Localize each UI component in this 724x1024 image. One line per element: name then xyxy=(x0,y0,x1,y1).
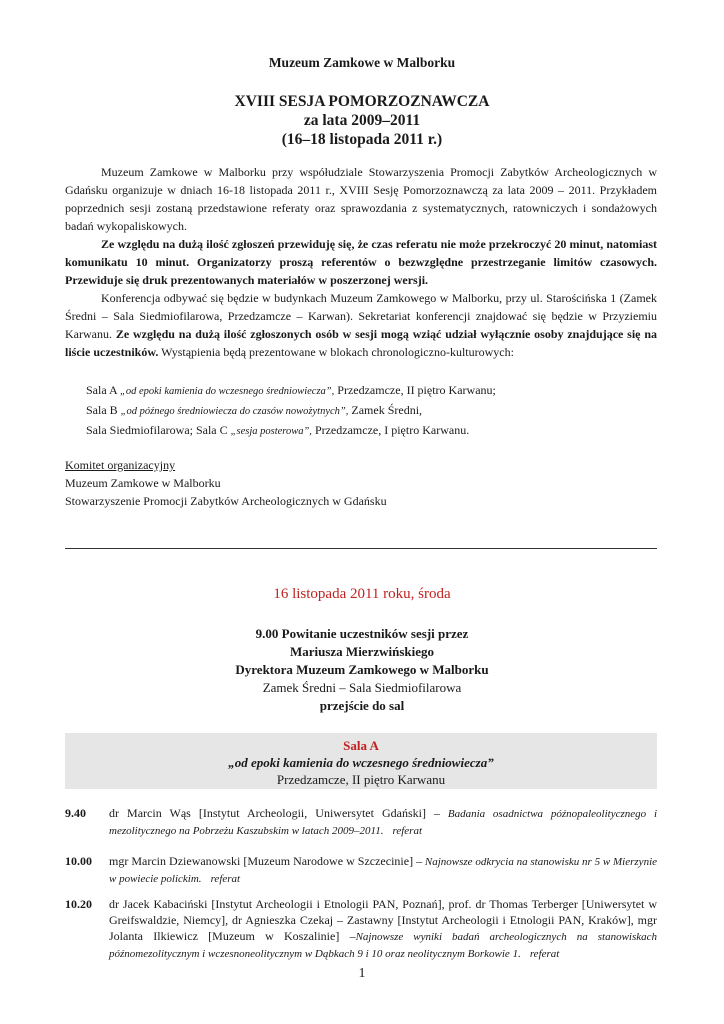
room-prefix: Sala B xyxy=(86,403,121,417)
title-line-2: za lata 2009–2011 xyxy=(303,112,421,129)
opening-line: Mariusza Mierzwińskiego xyxy=(289,644,435,659)
entry-type: referat xyxy=(392,825,423,837)
opening-block xyxy=(0,625,724,715)
room-item xyxy=(86,421,496,441)
intro-paragraph-2: Ze względu na dużą ilość zgłoszeń przewiduję się, że czas referatu nie może przekroczyć 20 minut, natomiast komunikatu 10 minut. Organizatorzy proszą referentów o bezwzględne przestrzeganie limitów czasowych. Przewiduje się druk prezentowanych materiałów w poszerzonej wersji. xyxy=(65,237,657,287)
entry-title: Badania osadnictwa późnopaleolitycznego i mezolitycznego na Pobrzeżu Kaszubskim w latach 2009–2011. xyxy=(109,808,657,837)
entry-authors: dr Jacek Kabaciński [Instytut Archeologii i Etnologii PAN, Poznań], prof. dr Thomas Terberger [Uniwersytet w Greifswaldzie, Niemcy], dr Agnieszka Czekaj – Zastawny [Instytut Archeologii i Etnologii PAN, Kraków], mgr Jolanta Ilkiewicz [Muzeum w Koszalinie] – xyxy=(109,897,657,943)
opening-transition: przejście do sal xyxy=(319,698,405,713)
opening-line: Dyrektora Muzeum Zamkowego w Malborku xyxy=(235,662,489,677)
p3-part-a: Konferencja odbywać się będzie w budynkach Muzeum Zamkowego w Malborku, przy ul. Starościńska 1 (Zamek Średni – Sala Siedmiofilarowa, Przedzamcze – Karwan). Sekretariat konferencji znajdować się będzie w Przyziemiu Karwanu. xyxy=(65,291,657,341)
p3-part-b: Ze względu na dużą ilość zgłoszonych osób w sesji mogą wziąć udział wyłącznie osoby znajdujące się na liście uczestników. xyxy=(65,327,657,359)
opening-venue: Zamek Średni – Sala Siedmiofilarowa xyxy=(262,680,462,695)
room-theme: „sesja posterowa”, xyxy=(230,426,312,437)
title-line-3: (16–18 listopada 2011 r.) xyxy=(281,131,443,148)
intro-paragraph-1: Muzeum Zamkowe w Malborku przy współudziale Stowarzyszenia Promocji Zabytków Archeologicznych w Gdańsku organizuje w dniach 16-18 listopada 2011 r., XVIII Sesję Pomorzoznawczą za lata 2009 – 2011. Przykładem poprzednich sesji zostaną przedstawione referaty oraz sprawozdania z systematycznych, ratowniczych i sondażowych badań wykopaliskowych. xyxy=(65,165,657,233)
room-theme: „od późnego średniowiecza do czasów nowożytnych”, xyxy=(120,406,349,417)
entry-title: Najnowsze wyniki badań archeologicznych na stanowiskach późnomezolitycznym i wczesnoneolitycznym w Dąbkach 9 i 10 oraz neolitycznym Borkowie 1. xyxy=(109,931,658,960)
sala-a-header xyxy=(65,733,657,789)
day-date: 16 listopada 2011 roku, środa xyxy=(273,586,451,602)
room-place: Przedzamcze, II piętro Karwanu; xyxy=(334,383,496,397)
room-prefix: Sala Siedmiofilarowa; Sala C xyxy=(86,423,231,437)
room-prefix: Sala A xyxy=(86,383,121,397)
institution-header: Muzeum Zamkowe w Malborku xyxy=(268,55,456,70)
opening-line: 9.00 Powitanie uczestników sesji przez xyxy=(255,626,469,641)
room-item xyxy=(86,381,496,401)
page-number: 1 xyxy=(358,966,366,981)
entry-authors: mgr Marcin Dziewanowski [Muzeum Narodowe w Szczecinie] – xyxy=(109,854,423,868)
intro-paragraph-3 xyxy=(65,289,657,361)
sala-theme: „od epoki kamienia do wczesnego średniowiecza” xyxy=(228,755,494,770)
title-line-1: XVIII SESJA POMORZOZNAWCZA xyxy=(234,93,490,110)
section-divider xyxy=(65,548,657,549)
entry-time: 10.20 xyxy=(65,897,92,911)
entry-time: 9.40 xyxy=(65,806,86,820)
sala-name: Sala A xyxy=(343,738,379,753)
entry-text xyxy=(109,853,657,887)
intro-text xyxy=(65,163,657,361)
program-entry xyxy=(65,896,657,962)
room-theme: „od epoki kamienia do wczesnego średniowiecza”, xyxy=(120,386,335,397)
entry-type: referat xyxy=(210,873,241,885)
entry-time: 10.00 xyxy=(65,854,92,868)
committee-member: Muzeum Zamkowe w Malborku xyxy=(65,476,221,490)
session-title xyxy=(0,92,724,149)
committee-heading: Komitet organizacyjny xyxy=(65,458,176,472)
committee-member: Stowarzyszenie Promocji Zabytków Archeologicznych w Gdańsku xyxy=(65,494,387,508)
entry-text xyxy=(109,805,657,839)
room-item xyxy=(86,401,496,421)
entry-title: Najnowsze odkrycia na stanowisku nr 5 w Mierzynie w powiecie polickim. xyxy=(109,856,658,885)
entry-type: referat xyxy=(529,948,560,960)
room-list xyxy=(86,381,496,441)
sala-place: Przedzamcze, II piętro Karwanu xyxy=(276,772,446,787)
room-place: Przedzamcze, I piętro Karwanu. xyxy=(311,423,470,437)
entry-text xyxy=(109,896,657,962)
organizing-committee xyxy=(65,456,387,510)
program-entry xyxy=(65,805,657,839)
entry-authors: dr Marcin Wąs [Instytut Archeologii, Uniwersytet Gdański] – xyxy=(109,806,441,820)
room-place: Zamek Średni, xyxy=(348,403,423,417)
program-entry xyxy=(65,853,657,887)
p3-part-c: Wystąpienia będą prezentowane w blokach chronologiczno-kulturowych: xyxy=(161,345,514,359)
